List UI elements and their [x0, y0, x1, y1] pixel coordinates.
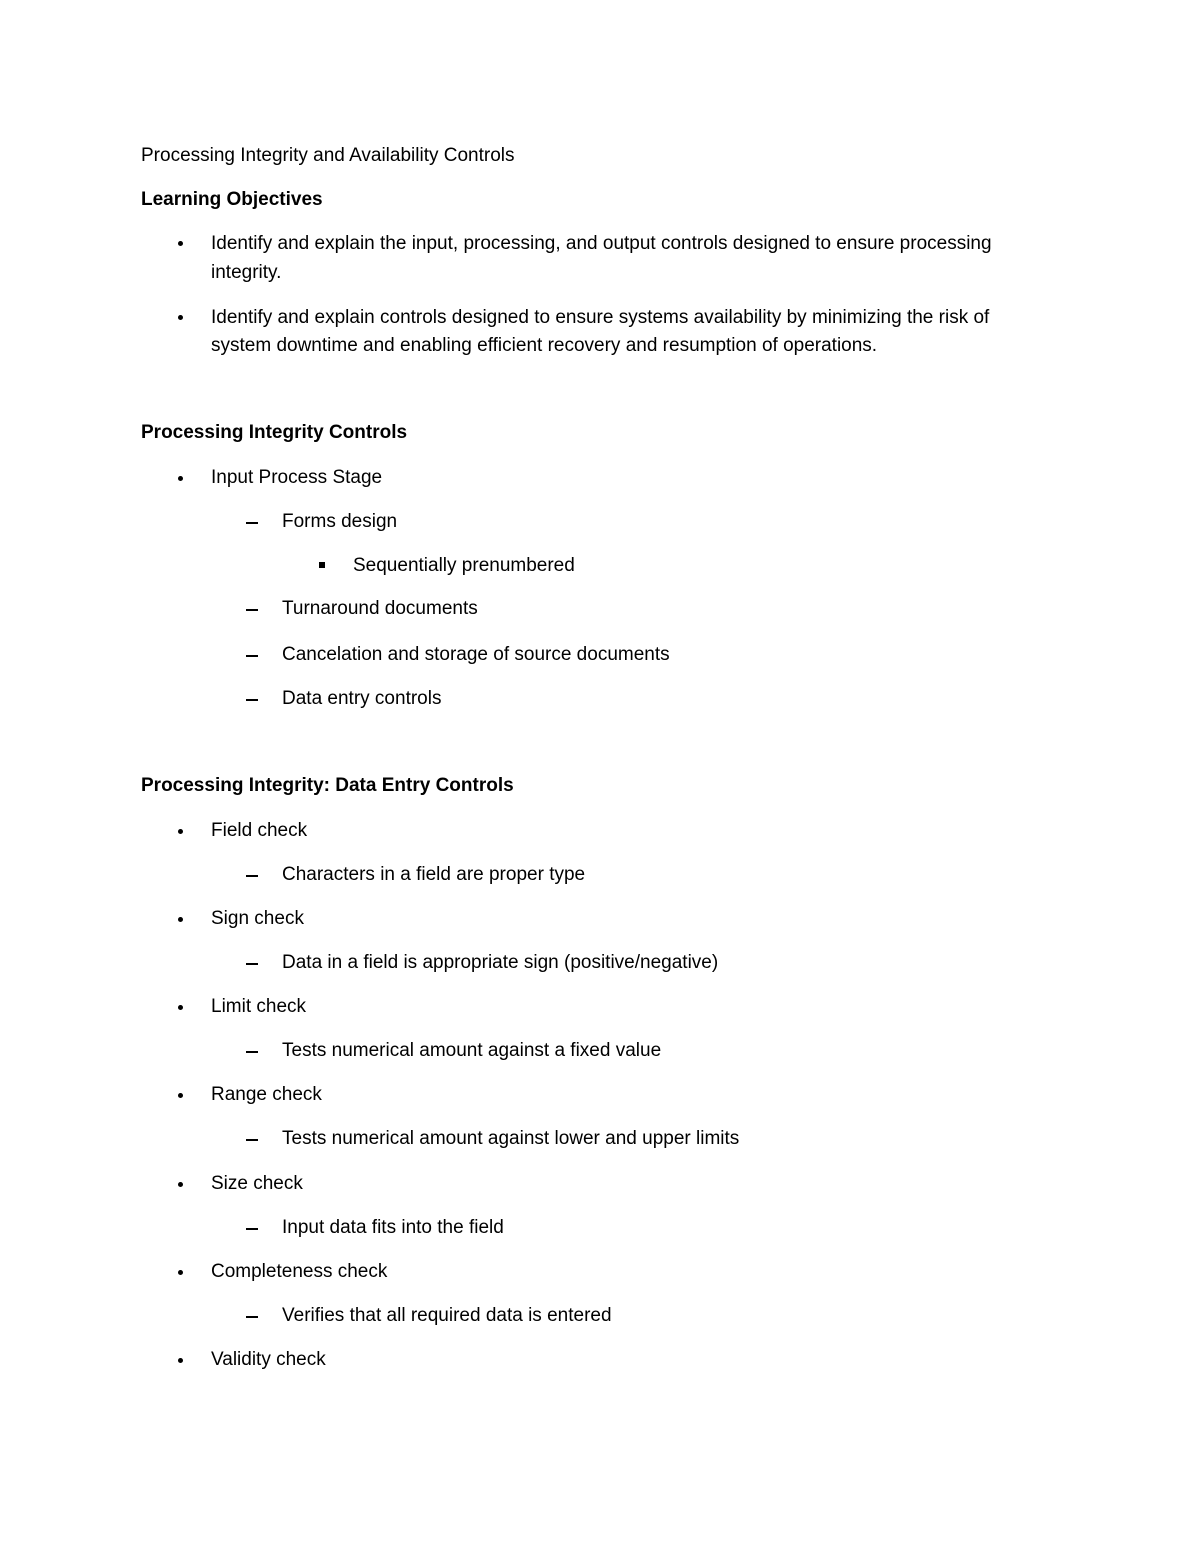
- check-name: Field check: [211, 820, 308, 841]
- check-name: Size check: [211, 1173, 303, 1194]
- bullet-dot-icon: [178, 917, 183, 922]
- document-title: Processing Integrity and Availability Controls: [141, 145, 515, 166]
- check-name: Completeness check: [211, 1261, 388, 1282]
- dash-icon: [246, 699, 258, 701]
- bullet-dot-icon: [178, 1270, 183, 1275]
- data-entry-controls-heading: Processing Integrity: Data Entry Controls: [141, 775, 514, 796]
- square-bullet-icon: [319, 562, 325, 568]
- dash-icon: [246, 1228, 258, 1230]
- objective-2-line-1: Identify and explain controls designed to ensure systems availability by minimizing the risk of: [211, 307, 990, 328]
- bullet-dot-icon: [178, 241, 183, 246]
- check-name: Validity check: [211, 1349, 326, 1370]
- objective-1-line-2: integrity.: [211, 262, 282, 283]
- dash-icon: [246, 1051, 258, 1053]
- check-detail: Tests numerical amount against lower and upper limits: [282, 1128, 740, 1149]
- list-item: Input Process Stage: [211, 467, 383, 488]
- processing-integrity-controls-heading: Processing Integrity Controls: [141, 422, 408, 443]
- dash-icon: [246, 655, 258, 657]
- check-detail: Input data fits into the field: [282, 1217, 504, 1238]
- bullet-dot-icon: [178, 315, 183, 320]
- list-item: Forms design: [282, 511, 398, 532]
- bullet-dot-icon: [178, 829, 183, 834]
- list-item: Data entry controls: [282, 688, 442, 709]
- objective-2-line-2: system downtime and enabling efficient recovery and resumption of operations.: [211, 335, 878, 356]
- bullet-dot-icon: [178, 1005, 183, 1010]
- bullet-dot-icon: [178, 1093, 183, 1098]
- check-detail: Verifies that all required data is entered: [282, 1305, 612, 1326]
- dash-icon: [246, 1316, 258, 1318]
- check-name: Sign check: [211, 908, 304, 929]
- objective-1-line-1: Identify and explain the input, processing, and output controls designed to ensure processing: [211, 233, 992, 254]
- check-detail: Characters in a field are proper type: [282, 864, 586, 885]
- check-name: Range check: [211, 1084, 322, 1105]
- list-item: Turnaround documents: [282, 598, 478, 619]
- dash-icon: [246, 963, 258, 965]
- dash-icon: [246, 522, 258, 524]
- bullet-dot-icon: [178, 476, 183, 481]
- check-detail: Tests numerical amount against a fixed value: [282, 1040, 662, 1061]
- check-name: Limit check: [211, 996, 307, 1017]
- dash-icon: [246, 609, 258, 611]
- bullet-dot-icon: [178, 1182, 183, 1187]
- dash-icon: [246, 1139, 258, 1141]
- list-item: Sequentially prenumbered: [353, 555, 575, 576]
- dash-icon: [246, 875, 258, 877]
- list-item: Cancelation and storage of source documents: [282, 644, 670, 665]
- learning-objectives-heading: Learning Objectives: [141, 189, 323, 210]
- bullet-dot-icon: [178, 1358, 183, 1363]
- check-detail: Data in a field is appropriate sign (positive/negative): [282, 952, 719, 973]
